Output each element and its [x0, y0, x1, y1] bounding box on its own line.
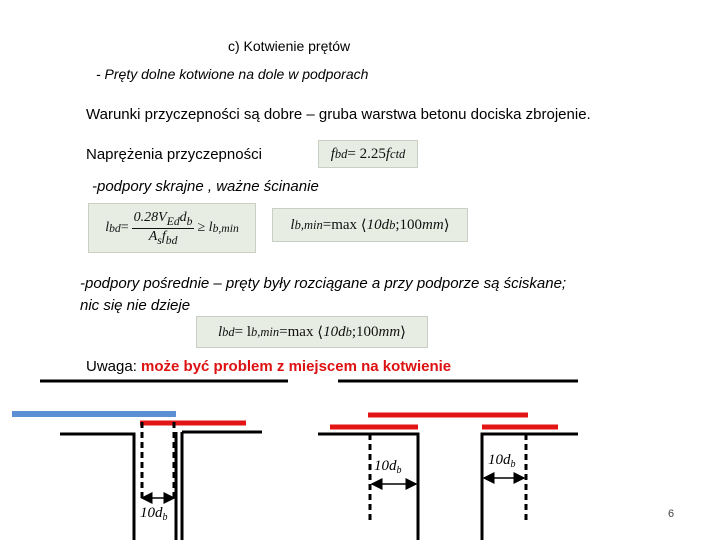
intermediate-support-outline-right: [482, 434, 578, 540]
formula-lbd-edge: l bd = $\frac{0.28V_{Ed}d_b}{A_sf_{bd}}$ ≥ l b,min: [88, 203, 256, 253]
page-number: 6: [668, 508, 675, 520]
bond-stress-label: Naprężenia przyczepności: [86, 146, 262, 163]
intermediate-supports-line1: -podpory pośrednie – pręty były rozciągane a przy podporze są ściskane;: [80, 275, 567, 292]
intermediate-supports-line2: nic się nie dzieje: [80, 297, 191, 314]
formula-lbmin: l b,min = max ⟨ 10d b ;100 mm ⟩: [272, 208, 468, 242]
formula-lbd-intermediate: l bd = l b,min = max ⟨ 10d b ;100 mm ⟩: [196, 316, 428, 348]
dim-label-mid-right: $10d_b$: [488, 452, 516, 470]
formula-fbd: f bd = 2.25 f ctd: [318, 140, 418, 168]
dim-label-mid-left: $10d_b$: [374, 458, 402, 476]
section-subheading: - Pręty dolne kotwione na dole w podporach: [96, 66, 369, 82]
warning-text: może być problem z miejscem na kotwienie: [141, 358, 452, 375]
formula-fraction: $\frac{0.28V_{Ed}d_b}{A_sf_{bd}}$: [133, 209, 193, 247]
section-heading: c) Kotwienie prętów: [228, 38, 351, 54]
intermediate-support-outline: [318, 434, 418, 540]
dim-label-edge: $10d_b$: [140, 505, 168, 523]
warning-prefix: Uwaga:: [86, 358, 142, 375]
bond-conditions-text: Warunki przyczepności są dobre – gruba warstwa betonu dociska zbrojenie.: [86, 106, 591, 123]
edge-support-outline: [60, 434, 134, 540]
edge-supports-text: -podpory skrajne , ważne ścinanie: [92, 178, 319, 195]
